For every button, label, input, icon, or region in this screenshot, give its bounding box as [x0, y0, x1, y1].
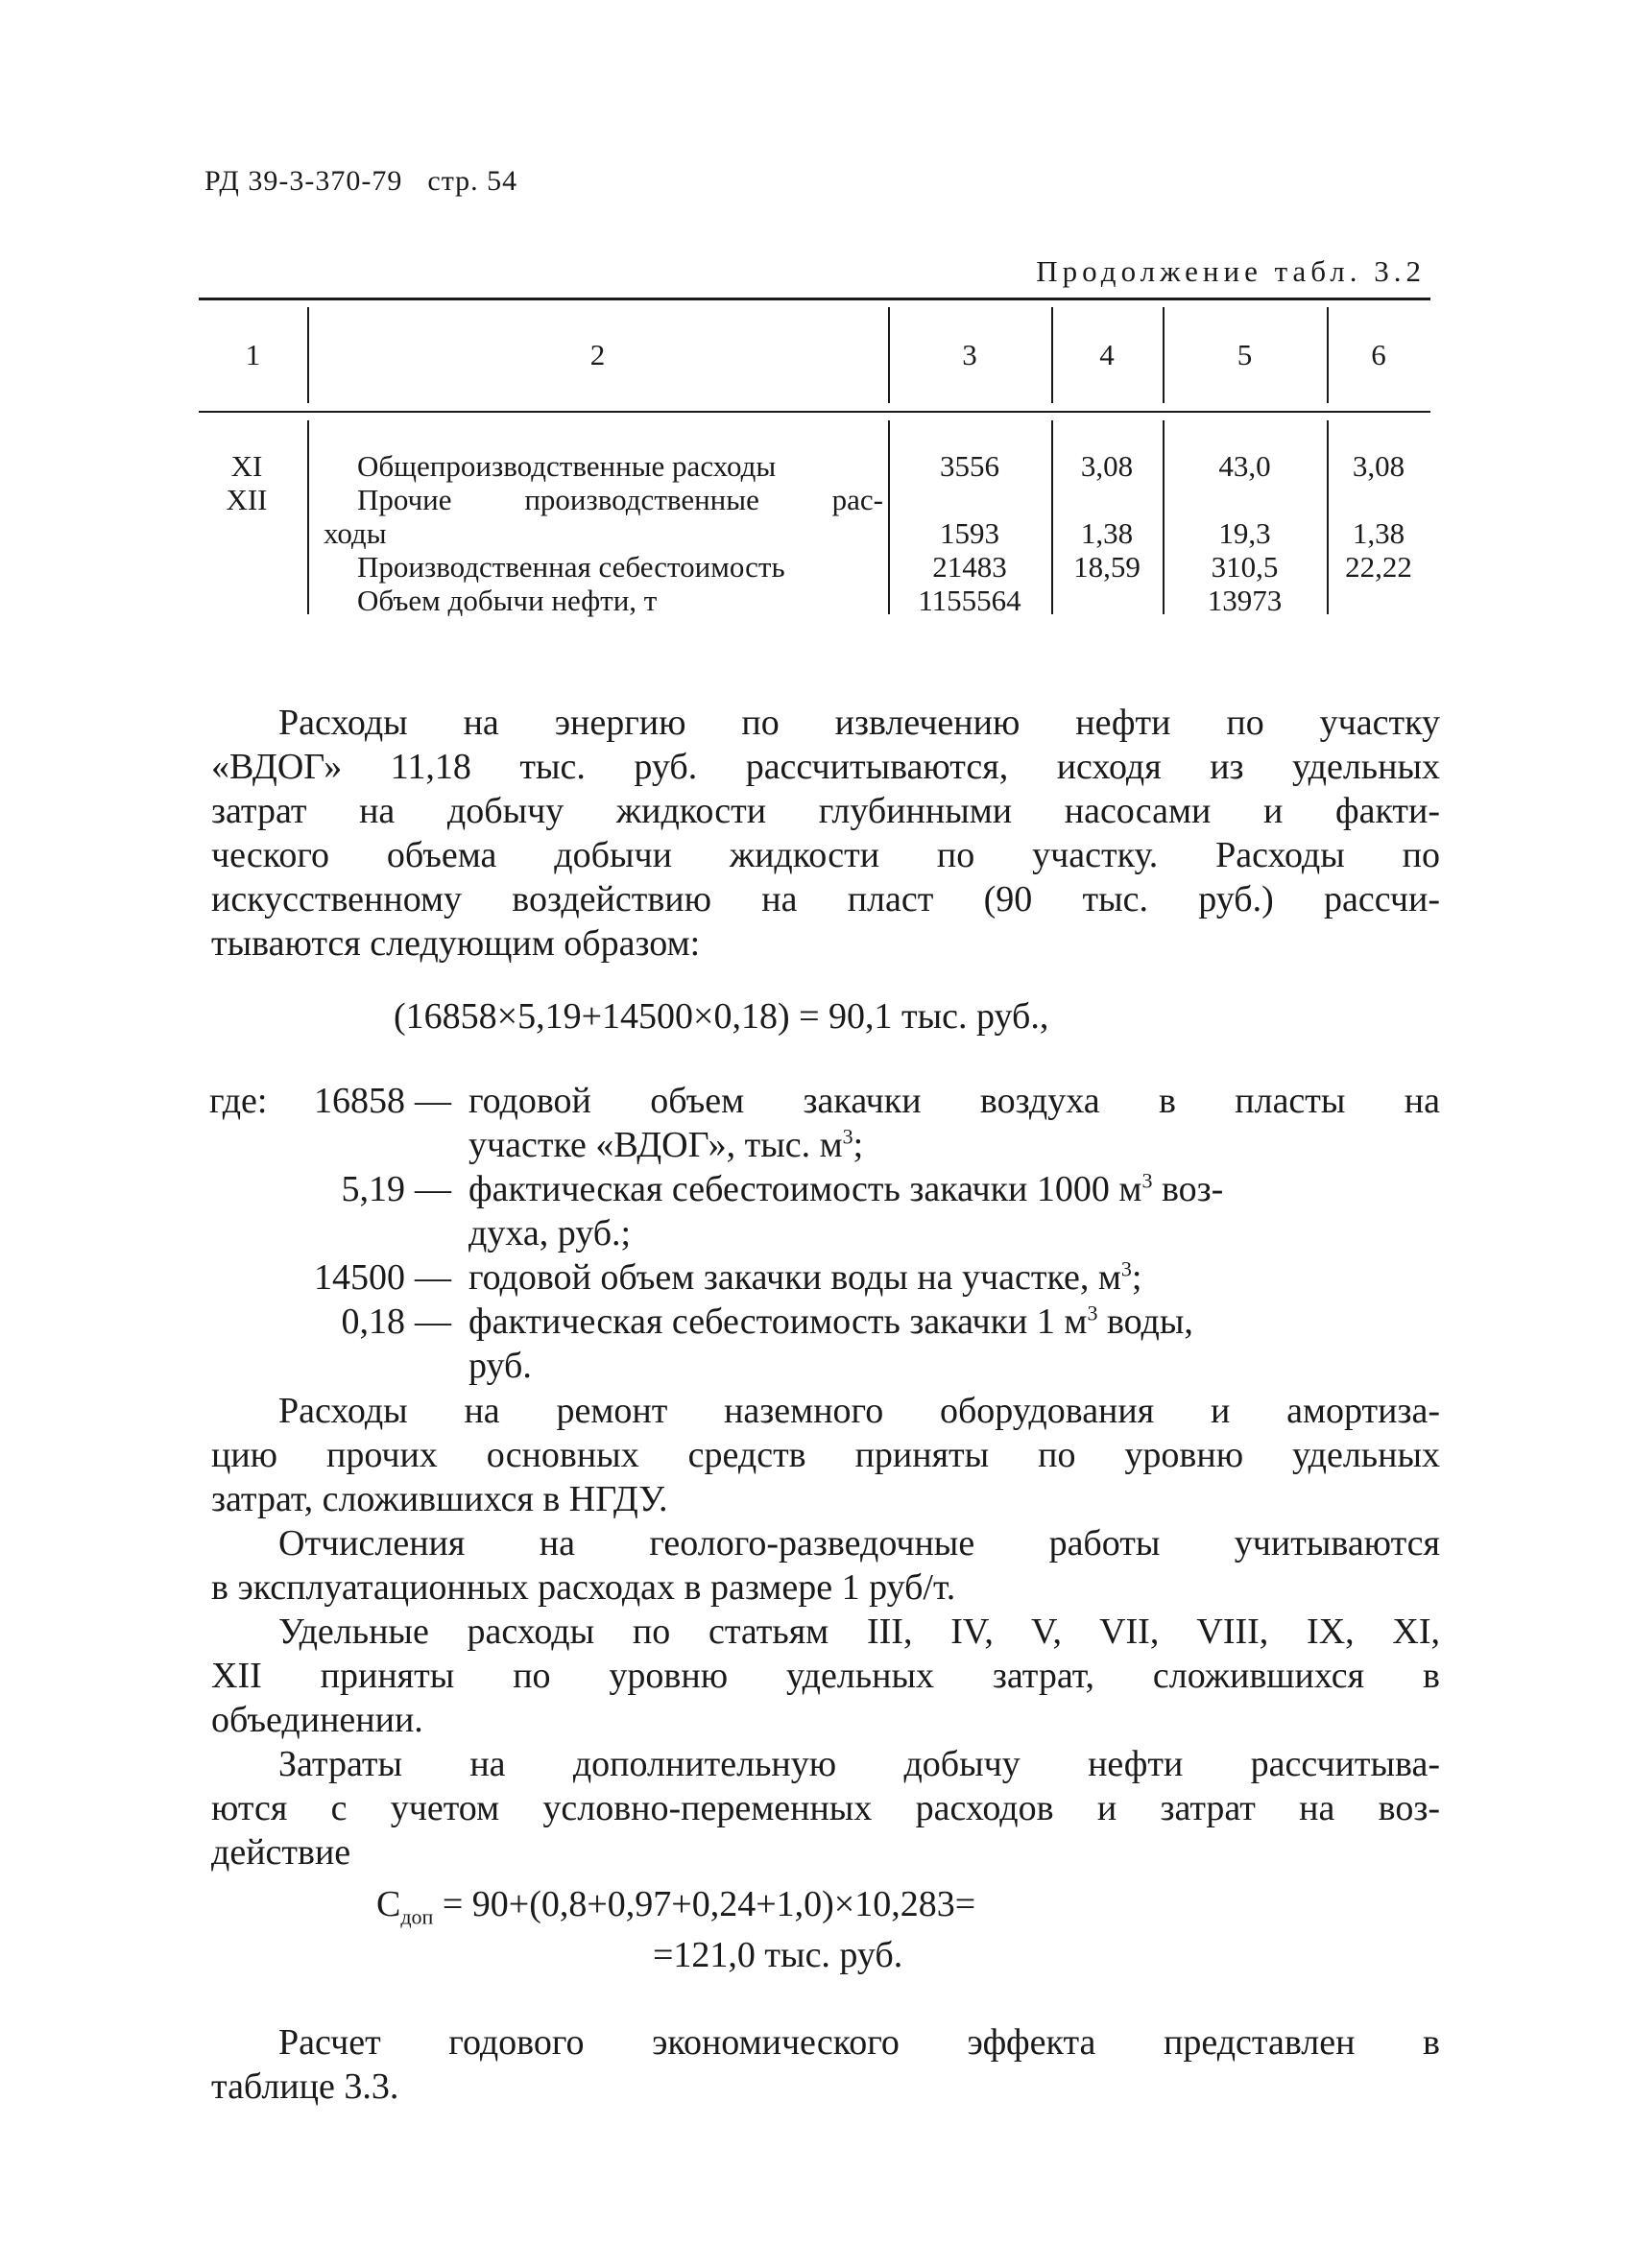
where-value: 16858: [314, 1081, 405, 1121]
where-dash: —: [415, 1257, 451, 1298]
col-divider: [307, 420, 309, 614]
text-line: Расходы на энергию по извлечению нефти по участку: [278, 703, 1440, 743]
table-cell: 1,38: [1352, 516, 1405, 550]
col-header-3: 3: [962, 338, 977, 371]
text-line: XII приняты по уровню удельных затрат, сложившихся в: [211, 1656, 1440, 1696]
text-line: таблице 3.3.: [211, 2066, 399, 2107]
table-cell: 43,0: [1218, 449, 1271, 483]
formula-injection-cost: (16858×5,19+14500×0,18) = 90,1 тыс. руб.,: [394, 996, 1049, 1037]
text-line: Удельные расходы по статьям III, IV, V, VII, VIII, IX, XI,: [278, 1611, 1440, 1652]
where-text: годовой объем закачки воздуха в пласты на: [468, 1081, 1440, 1121]
text-line: Расчет годового экономического эффекта представлен в: [278, 2022, 1440, 2063]
where-text: годовой объем закачки воды на участке, $м^3$;: [468, 1256, 1142, 1298]
text-line: действие: [211, 1832, 351, 1873]
text-line: Затраты на дополнительную добычу нефти рассчитыва-: [278, 1744, 1440, 1784]
table-cell: 3,08: [1080, 449, 1134, 483]
where-dash: —: [415, 1169, 451, 1209]
paragraph-exploration-deductions: [211, 1521, 1440, 1610]
table-cell: 3556: [940, 449, 999, 483]
document-id: РД 39-3-370-79: [204, 165, 403, 197]
where-text: фактическая себестоимость закачки 1 $м^3$ воды,: [468, 1301, 1193, 1342]
text-line: ческого объема добычи жидкости по участку. Расходы по: [211, 835, 1440, 875]
row-number: XI: [230, 449, 263, 483]
col-header-1: 1: [245, 338, 261, 371]
where-dash: —: [415, 1301, 451, 1342]
paragraph-repair-costs: [211, 1389, 1440, 1521]
table-cell: 21483: [932, 550, 1007, 584]
where-dash: —: [415, 1081, 451, 1121]
text-line: Расходы на ремонт наземного оборудования и амортиза-: [278, 1391, 1440, 1431]
text-line: тываются следующим образом:: [211, 923, 701, 964]
where-text: духа, руб.;: [468, 1213, 632, 1253]
row-name: Прочие производственные рас-: [357, 483, 883, 516]
data-table: [199, 298, 1430, 624]
col-header-2: 2: [589, 338, 606, 371]
table-cell: 22,22: [1345, 550, 1412, 584]
text-line: затрат на добычу жидкости глубинными насосами и факти-: [211, 791, 1440, 831]
row-name: Общепроизводственные расходы: [357, 449, 777, 483]
table-header-rule: [199, 411, 1430, 413]
table-cell: 1155564: [918, 584, 1021, 617]
row-name-cont: ходы: [324, 516, 387, 550]
table-cell: 1,38: [1080, 516, 1134, 550]
formula-additional-cost: $С_{доп} = 90+(0,8+0,97+0,24+1,0)\times 10,283=$: [376, 1884, 976, 1929]
text-line: «ВДОГ» 11,18 тыс. руб. рассчитываются, исходя из удельных: [211, 747, 1440, 787]
row-number: XII: [226, 483, 268, 516]
table-cell: 18,59: [1073, 550, 1141, 584]
row-name: Производственная себестоимость: [357, 550, 785, 584]
page-number: стр. 54: [427, 165, 518, 197]
paragraph-additional-production: [211, 1742, 1440, 1874]
table-caption: Продолжение табл. 3.2: [1036, 254, 1426, 288]
paragraph-table-reference: [211, 2020, 1440, 2109]
where-text: фактическая себестоимость закачки 1000 $м^3$ воз-: [468, 1168, 1224, 1209]
text-line: затрат, сложившихся в НГДУ.: [211, 1479, 668, 1519]
col-header-5: 5: [1237, 338, 1253, 371]
paragraph-energy-costs: [211, 701, 1440, 966]
text-line: Отчисления на геолого-разведочные работы учитываются: [278, 1523, 1440, 1564]
where-text: участке «ВДОГ», тыс. $м^3$;: [468, 1124, 864, 1165]
where-label: где:: [209, 1081, 268, 1121]
col-header-4: 4: [1099, 338, 1115, 371]
paragraph-unit-costs: [211, 1610, 1440, 1742]
table-cell: 13973: [1207, 584, 1283, 617]
text-line: искусственному воздействию на пласт (90 тыс. руб.) рассчи-: [211, 879, 1440, 919]
row-name: Объем добычи нефти, т: [357, 584, 658, 617]
where-value: 5,19: [341, 1169, 405, 1209]
where-value: 0,18: [341, 1301, 405, 1342]
page-header: [204, 165, 517, 198]
table-top-rule: [199, 298, 1430, 300]
formula-additional-cost-result: =121,0 тыс. руб.: [653, 1935, 903, 1975]
text-line: объединении.: [211, 1700, 423, 1740]
table-cell: 3,08: [1352, 449, 1405, 483]
where-text: руб.: [468, 1346, 532, 1386]
text-line: цию прочих основных средств приняты по уровню удельных: [211, 1435, 1440, 1475]
col-header-6: 6: [1371, 338, 1386, 371]
text-line: ются с учетом условно-переменных расходов и затрат на воз-: [211, 1788, 1440, 1828]
table-cell: 310,5: [1211, 550, 1279, 584]
table-cell: 1593: [940, 516, 999, 550]
text-line: в эксплуатационных расходах в размере 1 руб/т.: [211, 1567, 956, 1608]
where-value: 14500: [314, 1257, 405, 1298]
table-cell: 19,3: [1218, 516, 1271, 550]
